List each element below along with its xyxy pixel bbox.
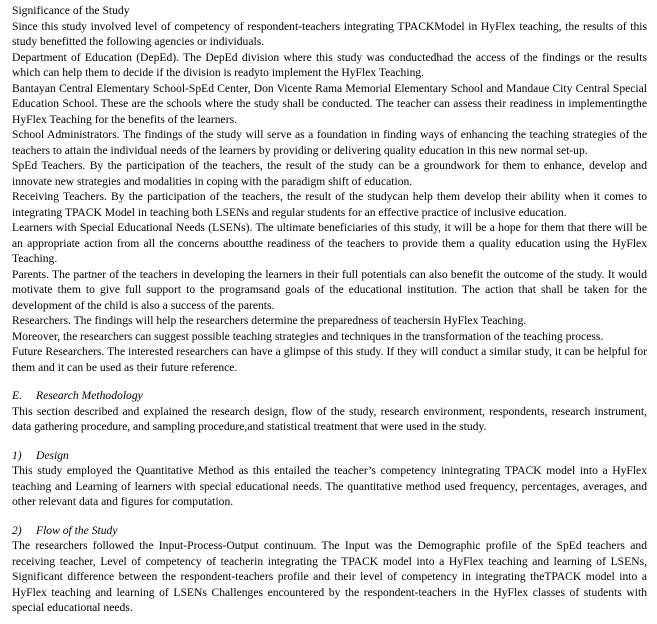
beneficiary-parents: Parents. The partner of the teachers in developing the learners in their full potentials can also benefit the outcome of the study. It would motivate them to give full support to the programsand goals of the educational institution. The action that shall be taken for the development of the child is also a success of the parents. bbox=[12, 267, 647, 312]
section-number: E. bbox=[12, 389, 22, 402]
subsection-title: Flow of the Study bbox=[36, 523, 118, 537]
beneficiary-researchers: Researchers. The findings will help the researchers determine the preparedness of teachersin HyFlex Teaching. bbox=[12, 314, 527, 327]
design-body: This study employed the Quantitative Method as this entailed the teacher’s competency inintegrating TPACK model into a HyFlex teaching and Learning of learners with special educational needs. The quantitative method used frequency, percentages, averages, and other relevant data and figures for computation. bbox=[12, 464, 647, 508]
beneficiary-administrators: School Administrators. The findings of the study will serve as a foundation in finding ways of enhancing the teaching strategies of the teachers to attain the individual needs of the learners by providing or delivering quality education in this new normal set-up. bbox=[12, 128, 647, 157]
researchers-moreover: Moreover, the researchers can suggest possible teaching strategies and techniques in the transformation of the teaching process. bbox=[12, 329, 604, 343]
methodology-body: This section described and explained the research design, flow of the study, research environment, respondents, research instrument, data gathering procedure, and sampling procedure,and statistical treatment that were used in the study. bbox=[12, 404, 647, 433]
beneficiary-deped: Department of Education (DepEd). The DepEd division where this study was conductedhad the access of the findings or the results which can help them to decide if the division is readyto implement the HyFlex Teaching. bbox=[12, 50, 647, 79]
beneficiary-sped-teachers: SpEd Teachers. By the participation of the teachers, the result of the study can be a groundwork for them to enhance, develop and innovate new strategies and modalities in coping with the paradigm shift of education. bbox=[12, 159, 647, 188]
subsection-number: 1) bbox=[12, 448, 22, 462]
significance-intro: Since this study involved level of competency of respondent-teachers integrating TPACKModel in HyFlex teaching, the results of this study benefitted the following agencies or individuals. bbox=[12, 19, 647, 48]
significance-title: Significance of the Study bbox=[12, 4, 130, 17]
subsection-title: Design bbox=[36, 448, 69, 462]
beneficiary-lsens: Learners with Special Educational Needs (LSENs). The ultimate beneficiaries of this study, it will be a hope for them that there will be an appropriate action from all the concerns aboutthe readiness of the teachers to provide them a quality education using the HyFlex Teaching. bbox=[12, 221, 647, 265]
beneficiary-receiving-teachers: Receiving Teachers. By the participation of the teachers, the result of the studycan help them develop their ability when it comes to integrating TPACK Model in teaching both LSENs and regular students for an effective practice of inclusive education. bbox=[12, 190, 647, 219]
section-heading-methodology bbox=[12, 388, 647, 404]
beneficiary-future-researchers: Future Researchers. The interested researchers can have a glimpse of this study. If they will conduct a similar study, it can be helpful for them and it can be used as their future reference. bbox=[12, 345, 647, 374]
flow-body: The researchers followed the Input-Process-Output continuum. The Input was the Demographic profile of the SpEd teachers and receiving teacher, Level of competency of teacherin integrating the TPACK model into a HyFlex teaching and learning of LSENs, Significant difference between the respondent-teachers profile and their level of competency in integrating theTPACK model into a HyFlex teaching and learning of LSENs Challenges encountered by the respondent-teachers in the HyFlex classes of students with special educational needs. bbox=[12, 539, 647, 614]
subsection-number: 2) bbox=[12, 523, 22, 537]
beneficiary-schools: Bantayan Central Elementary School-SpEd Center, Don Vicente Rama Memorial Elementary School and Mandaue City Central Special Education School. These are the schools where the study shall be conducted. The teacher can assess their readiness in implementingthe HyFlex Teaching for the benefits of the learners. bbox=[12, 81, 647, 126]
subsection-heading-design bbox=[12, 448, 647, 464]
section-title: Research Methodology bbox=[36, 389, 143, 402]
subsection-heading-flow bbox=[12, 523, 647, 539]
